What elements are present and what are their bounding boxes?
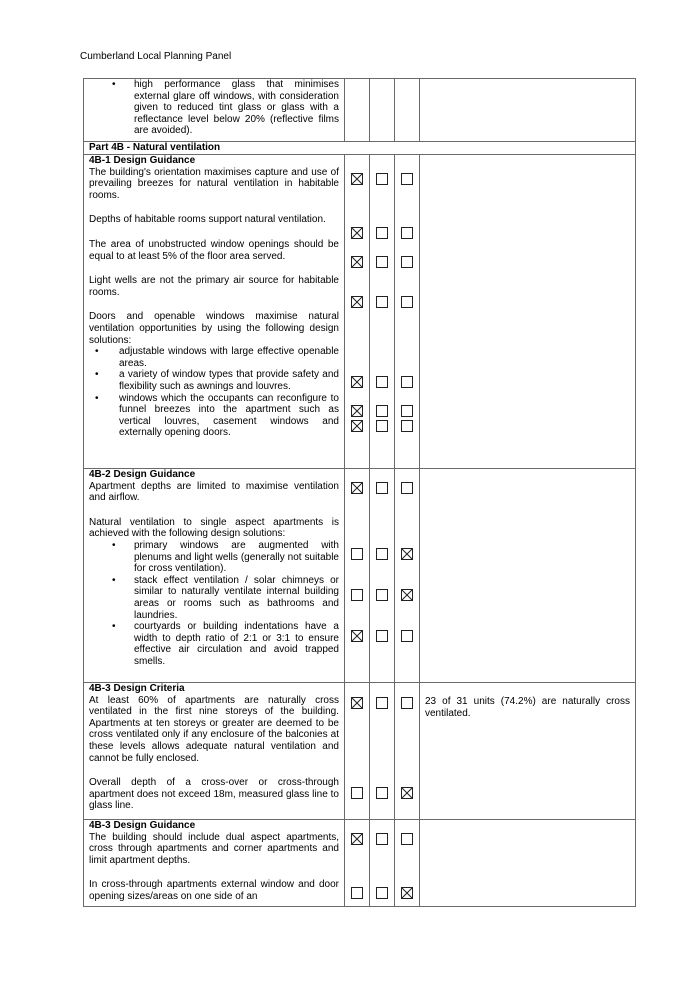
check-x-icon (402, 590, 412, 600)
checkbox[interactable] (376, 376, 388, 388)
requirement-text: Doors and openable windows maximise natural ventilation opportunities by using the following design solutions: (89, 311, 339, 346)
checkbox[interactable] (376, 887, 388, 899)
check-col-no (370, 820, 395, 907)
check-col-yes (345, 820, 370, 907)
guidance-heading: 4B-1 Design Guidance (89, 155, 196, 166)
table-row (84, 155, 636, 469)
checkbox[interactable] (376, 787, 388, 799)
check-x-icon (352, 297, 362, 307)
comment-cell (420, 155, 636, 469)
checkbox[interactable] (401, 296, 413, 308)
bullet-item: • primary windows are augmented with plenums and light wells (generally not suitable for cross ventilation). (89, 540, 339, 575)
requirement-text: Light wells are not the primary air source for habitable rooms. (89, 275, 339, 298)
bullet-item: • adjustable windows with large effective openable areas. (89, 346, 339, 369)
check-col-no (370, 683, 395, 820)
check-x-icon (352, 421, 362, 431)
checkbox[interactable] (376, 173, 388, 185)
checkbox[interactable] (376, 227, 388, 239)
check-col-yes (345, 683, 370, 820)
check-x-icon (402, 549, 412, 559)
criteria-cell (84, 155, 345, 469)
checkbox[interactable] (351, 420, 363, 432)
checkbox[interactable] (376, 548, 388, 560)
bullet-item: • courtyards or building indentations have a width to depth ratio of 2:1 or 3:1 to ensure effective air circulation and avoid trapped smells. (89, 621, 339, 667)
checkbox[interactable] (351, 630, 363, 642)
checkbox[interactable] (376, 296, 388, 308)
bullet-item: • windows which the occupants can reconfigure to funnel breezes into the apartment such as vertical louvres, casement windows and externally opening doors. (89, 393, 339, 439)
requirement-text: The building's orientation maximises capture and use of prevailing breezes for natural ventilation in habitable rooms. (89, 166, 339, 201)
comment-cell (420, 820, 636, 907)
checkbox[interactable] (351, 887, 363, 899)
checkbox[interactable] (401, 589, 413, 601)
checkbox[interactable] (376, 405, 388, 417)
check-col-na (395, 469, 420, 683)
bullet-item: • a variety of window types that provide safety and flexibility such as awnings and louvres. (89, 369, 339, 392)
criteria-cell (84, 469, 345, 683)
bullet-item: • high performance glass that minimises external glare off windows, with consideration given to reduced tint glass or glass with a reflectance level below 20% (reflective films are avoided). (89, 79, 339, 137)
checkbox[interactable] (401, 630, 413, 642)
check-x-icon (352, 257, 362, 267)
check-col-yes (345, 155, 370, 469)
check-x-icon (352, 698, 362, 708)
comment-cell (420, 79, 636, 142)
checkbox[interactable] (401, 833, 413, 845)
check-col-na (395, 155, 420, 469)
checkbox[interactable] (351, 405, 363, 417)
criteria-heading: 4B-3 Design Criteria (89, 683, 185, 694)
section-header-row (84, 142, 636, 155)
check-col-na (395, 79, 420, 142)
guidance-heading: 4B-3 Design Guidance (89, 820, 196, 831)
comment-cell (420, 683, 636, 820)
check-x-icon (352, 483, 362, 493)
comment-cell (420, 469, 636, 683)
checkbox[interactable] (401, 227, 413, 239)
checkbox[interactable] (376, 482, 388, 494)
checkbox[interactable] (351, 227, 363, 239)
checkbox[interactable] (376, 833, 388, 845)
checkbox[interactable] (401, 548, 413, 560)
requirement-text: At least 60% of apartments are naturally cross ventilated in the first nine storeys of the building. Apartments at ten storeys or greater are deemed to be cross ventilated only if any enclosure of the balconies at these levels allows adequate natural ventilation and cannot be fully enclosed. (89, 694, 339, 764)
requirement-text: Natural ventilation to single aspect apartments is achieved with the following design solutions: (89, 516, 339, 540)
checkbox[interactable] (351, 256, 363, 268)
checkbox[interactable] (401, 697, 413, 709)
checkbox[interactable] (351, 589, 363, 601)
check-col-yes (345, 79, 370, 142)
check-col-na (395, 683, 420, 820)
checkbox[interactable] (351, 376, 363, 388)
checkbox[interactable] (351, 787, 363, 799)
requirement-text: The building should include dual aspect apartments, cross through apartments and corner apartments and limit apartment depths. (89, 831, 339, 866)
checkbox[interactable] (376, 589, 388, 601)
checkbox[interactable] (351, 482, 363, 494)
checkbox[interactable] (401, 173, 413, 185)
page-header: Cumberland Local Planning Panel (80, 51, 232, 62)
check-x-icon (352, 834, 362, 844)
check-col-no (370, 469, 395, 683)
requirement-text: In cross-through apartments external window and door opening sizes/areas on one side of an (89, 879, 339, 902)
checkbox[interactable] (376, 420, 388, 432)
check-x-icon (352, 406, 362, 416)
checkbox[interactable] (401, 887, 413, 899)
checkbox[interactable] (376, 256, 388, 268)
compliance-table (83, 78, 636, 907)
comment-text: 23 of 31 units (74.2%) are naturally cross ventilated. (425, 696, 630, 719)
requirement-text: Apartment depths are limited to maximise ventilation and airflow. (89, 480, 339, 504)
checkbox[interactable] (401, 482, 413, 494)
requirement-text: The area of unobstructed window openings should be equal to at least 5% of the floor area served. (89, 238, 339, 262)
check-x-icon (352, 174, 362, 184)
check-x-icon (352, 377, 362, 387)
check-x-icon (402, 788, 412, 798)
guidance-heading: 4B-2 Design Guidance (89, 469, 196, 480)
requirement-text: Overall depth of a cross-over or cross-through apartment does not exceed 18m, measured glass line to glass line. (89, 777, 339, 812)
checkbox[interactable] (401, 256, 413, 268)
checkbox[interactable] (351, 548, 363, 560)
table-row (84, 79, 636, 142)
table-row (84, 683, 636, 820)
criteria-cell (84, 683, 345, 820)
check-x-icon (352, 631, 362, 641)
criteria-cell (84, 820, 345, 907)
check-x-icon (352, 228, 362, 238)
checkbox[interactable] (351, 833, 363, 845)
check-col-no (370, 155, 395, 469)
checkbox[interactable] (376, 697, 388, 709)
table-row (84, 469, 636, 683)
check-col-yes (345, 469, 370, 683)
requirement-text: Depths of habitable rooms support natural ventilation. (89, 214, 326, 226)
checkbox[interactable] (351, 697, 363, 709)
section-title: Part 4B - Natural ventilation (84, 142, 636, 155)
check-x-icon (402, 888, 412, 898)
checkbox[interactable] (351, 173, 363, 185)
checkbox[interactable] (401, 420, 413, 432)
checkbox[interactable] (401, 376, 413, 388)
checkbox[interactable] (401, 405, 413, 417)
check-col-na (395, 820, 420, 907)
check-col-no (370, 79, 395, 142)
checkbox[interactable] (401, 787, 413, 799)
table-row (84, 820, 636, 907)
bullet-item: • stack effect ventilation / solar chimneys or similar to naturally ventilate internal building areas or rooms such as bathrooms and laundries. (89, 575, 339, 621)
checkbox[interactable] (376, 630, 388, 642)
criteria-cell (84, 79, 345, 142)
checkbox[interactable] (351, 296, 363, 308)
